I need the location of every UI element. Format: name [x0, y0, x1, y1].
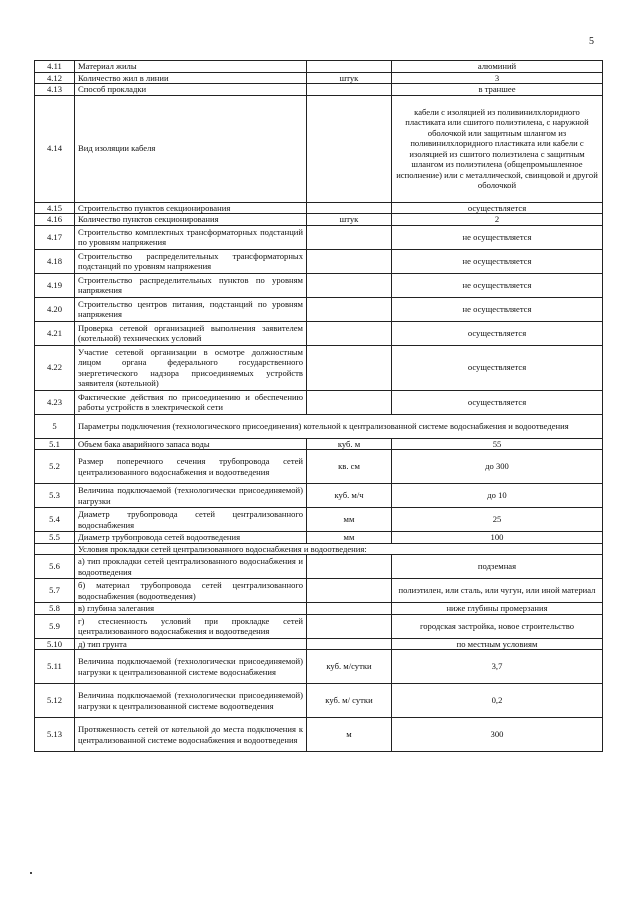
row-parameter: Количество жил в линии — [75, 72, 307, 84]
row-value: кабели с изоляцией из поливинилхлоридного пластиката или сшитого полиэтилена, с наружной оболочкой или защитным шлангом из поливинилхлоридного пластиката или кабели с изоляцией из сшитого полиэтилена с защитным шлангом из полиэтилена (общепромышленное исполнение) или с металлической, свинцовой и другой оболочкой — [392, 95, 603, 202]
row-parameter: Вид изоляции кабеля — [75, 95, 307, 202]
row-value: до 300 — [392, 450, 603, 484]
table-row — [35, 438, 603, 450]
row-value: осуществляется — [392, 345, 603, 390]
row-number: 4.16 — [35, 214, 75, 226]
table-row — [35, 603, 603, 615]
row-unit: штук — [307, 214, 392, 226]
row-value: осуществляется — [392, 390, 603, 414]
row-parameter: Строительство распределительных трансформаторных подстанций по уровням напряжения — [75, 249, 307, 273]
row-value: 3 — [392, 72, 603, 84]
row-unit — [307, 273, 392, 297]
table-row — [35, 614, 603, 638]
row-unit — [307, 297, 392, 321]
row-number: 5.7 — [35, 579, 75, 603]
row-value: подземная — [392, 555, 603, 579]
row-number: 5.4 — [35, 508, 75, 532]
row-number: 5.6 — [35, 555, 75, 579]
table-row — [35, 508, 603, 532]
table-row — [35, 543, 603, 555]
row-parameter: Фактические действия по присоединению и обеспечению работы устройств в электрической сети — [75, 390, 307, 414]
table-row — [35, 650, 603, 684]
row-parameter: Материал жилы — [75, 61, 307, 73]
row-number: 5.11 — [35, 650, 75, 684]
row-unit — [307, 84, 392, 96]
row-unit — [307, 61, 392, 73]
table-row — [35, 450, 603, 484]
row-number: 4.13 — [35, 84, 75, 96]
table-row — [35, 84, 603, 96]
row-value: не осуществляется — [392, 297, 603, 321]
row-unit — [307, 579, 392, 603]
row-number: 5.2 — [35, 450, 75, 484]
row-value: городская застройка, новое строительство — [392, 614, 603, 638]
table-row — [35, 321, 603, 345]
row-number: 4.18 — [35, 249, 75, 273]
row-parameter: Величина подключаемой (технологически присоединяемой) нагрузки к централизованной системе водоснабжения — [75, 650, 307, 684]
row-unit: куб. м/ч — [307, 484, 392, 508]
row-number: 4.17 — [35, 225, 75, 249]
row-unit: куб. м — [307, 438, 392, 450]
row-value: осуществляется — [392, 202, 603, 214]
table-row — [35, 638, 603, 650]
table-row — [35, 273, 603, 297]
row-number: 4.11 — [35, 61, 75, 73]
row-parameter: Строительство распределительных пунктов по уровням напряжения — [75, 273, 307, 297]
table-row — [35, 579, 603, 603]
row-number: 5.5 — [35, 532, 75, 544]
row-value: 55 — [392, 438, 603, 450]
table-row — [35, 95, 603, 202]
row-parameter: Диаметр трубопровода сетей водоотведения — [75, 532, 307, 544]
row-number: 4.23 — [35, 390, 75, 414]
row-unit — [307, 390, 392, 414]
row-number: 4.19 — [35, 273, 75, 297]
row-parameter: г) стесненность условий при прокладке сетей централизованного водоснабжения и водоотведения — [75, 614, 307, 638]
row-value: 100 — [392, 532, 603, 544]
row-unit — [307, 95, 392, 202]
row-number — [35, 543, 75, 555]
row-parameter: Количество пунктов секционирования — [75, 214, 307, 226]
row-parameter: Строительство центров питания, подстанций по уровням напряжения — [75, 297, 307, 321]
row-value: полиэтилен, или сталь, или чугун, или иной материал — [392, 579, 603, 603]
row-unit — [307, 249, 392, 273]
table-row — [35, 61, 603, 73]
row-value: до 10 — [392, 484, 603, 508]
row-number: 4.22 — [35, 345, 75, 390]
row-number: 5.3 — [35, 484, 75, 508]
table-row — [35, 225, 603, 249]
row-number: 5.12 — [35, 684, 75, 718]
table-row — [35, 345, 603, 390]
row-unit: куб. м/ сутки — [307, 684, 392, 718]
row-unit — [307, 614, 392, 638]
table-row — [35, 484, 603, 508]
row-value: не осуществляется — [392, 225, 603, 249]
row-value: ниже глубины промерзания — [392, 603, 603, 615]
row-value: не осуществляется — [392, 249, 603, 273]
row-number: 5 — [35, 414, 75, 438]
row-number: 4.14 — [35, 95, 75, 202]
row-number: 4.21 — [35, 321, 75, 345]
page-number: 5 — [589, 36, 594, 47]
table-row — [35, 532, 603, 544]
row-number: 4.15 — [35, 202, 75, 214]
row-number: 4.20 — [35, 297, 75, 321]
row-value: 300 — [392, 718, 603, 752]
row-parameter: Способ прокладки — [75, 84, 307, 96]
row-unit — [307, 202, 392, 214]
row-parameter: Строительство пунктов секционирования — [75, 202, 307, 214]
row-parameter: д) тип грунта — [75, 638, 307, 650]
row-unit: мм — [307, 532, 392, 544]
row-unit — [307, 225, 392, 249]
table-row — [35, 297, 603, 321]
row-unit: штук — [307, 72, 392, 84]
row-unit: кв. см — [307, 450, 392, 484]
table-row — [35, 684, 603, 718]
row-unit: куб. м/сутки — [307, 650, 392, 684]
table-row — [35, 390, 603, 414]
row-parameter: Величина подключаемой (технологически присоединяемой) нагрузки к централизованной системе водоотведения — [75, 684, 307, 718]
row-value: 25 — [392, 508, 603, 532]
row-parameter: Величина подключаемой (технологически присоединяемой) нагрузки — [75, 484, 307, 508]
table-row — [35, 414, 603, 438]
table-row — [35, 718, 603, 752]
row-parameter: а) тип прокладки сетей централизованного водоснабжения и водоотведения — [75, 555, 307, 579]
table-row — [35, 72, 603, 84]
row-parameter: Строительство комплектных трансформаторных подстанций по уровням напряжения — [75, 225, 307, 249]
row-value: по местным условиям — [392, 638, 603, 650]
table-row — [35, 555, 603, 579]
row-parameter: Протяженность сетей от котельной до места подключения к централизованной системе водоснабжения и водоотведения — [75, 718, 307, 752]
row-number: 4.12 — [35, 72, 75, 84]
row-value: 0,2 — [392, 684, 603, 718]
parameters-table — [34, 60, 603, 752]
row-value: не осуществляется — [392, 273, 603, 297]
row-parameter: Объем бака аварийного запаса воды — [75, 438, 307, 450]
row-value: 3,7 — [392, 650, 603, 684]
row-parameter: Проверка сетевой организацией выполнения заявителем (котельной) технических условий — [75, 321, 307, 345]
row-parameter: Диаметр трубопровода сетей централизованного водоснабжения — [75, 508, 307, 532]
row-unit: мм — [307, 508, 392, 532]
row-parameter: Участие сетевой организации в осмотре должностным лицом органа федерального государственного энергетического надзора присоединяемых устройств заявителя (котельной) — [75, 345, 307, 390]
table-row — [35, 214, 603, 226]
scan-mark — [30, 872, 32, 874]
subsection-heading: Условия прокладки сетей централизованного водоснабжения и водоотведения: — [75, 543, 603, 555]
row-parameter: в) глубина залегания — [75, 603, 307, 615]
row-number: 5.8 — [35, 603, 75, 615]
row-number: 5.1 — [35, 438, 75, 450]
row-value: алюминий — [392, 61, 603, 73]
row-value: в траншее — [392, 84, 603, 96]
row-unit — [307, 603, 392, 615]
row-number: 5.13 — [35, 718, 75, 752]
row-unit: м — [307, 718, 392, 752]
row-unit — [307, 638, 392, 650]
row-value: осуществляется — [392, 321, 603, 345]
table-row — [35, 202, 603, 214]
table-row — [35, 249, 603, 273]
row-unit — [307, 555, 392, 579]
row-parameter: Размер поперечного сечения трубопровода сетей централизованного водоснабжения и водоотведения — [75, 450, 307, 484]
section-heading: Параметры подключения (технологического присоединения) котельной к централизованной системе водоснабжения и водоотведения — [75, 414, 603, 438]
row-unit — [307, 345, 392, 390]
row-number: 5.9 — [35, 614, 75, 638]
row-value: 2 — [392, 214, 603, 226]
row-number: 5.10 — [35, 638, 75, 650]
row-parameter: б) материал трубопровода сетей централизованного водоснабжения (водоотведения) — [75, 579, 307, 603]
row-unit — [307, 321, 392, 345]
